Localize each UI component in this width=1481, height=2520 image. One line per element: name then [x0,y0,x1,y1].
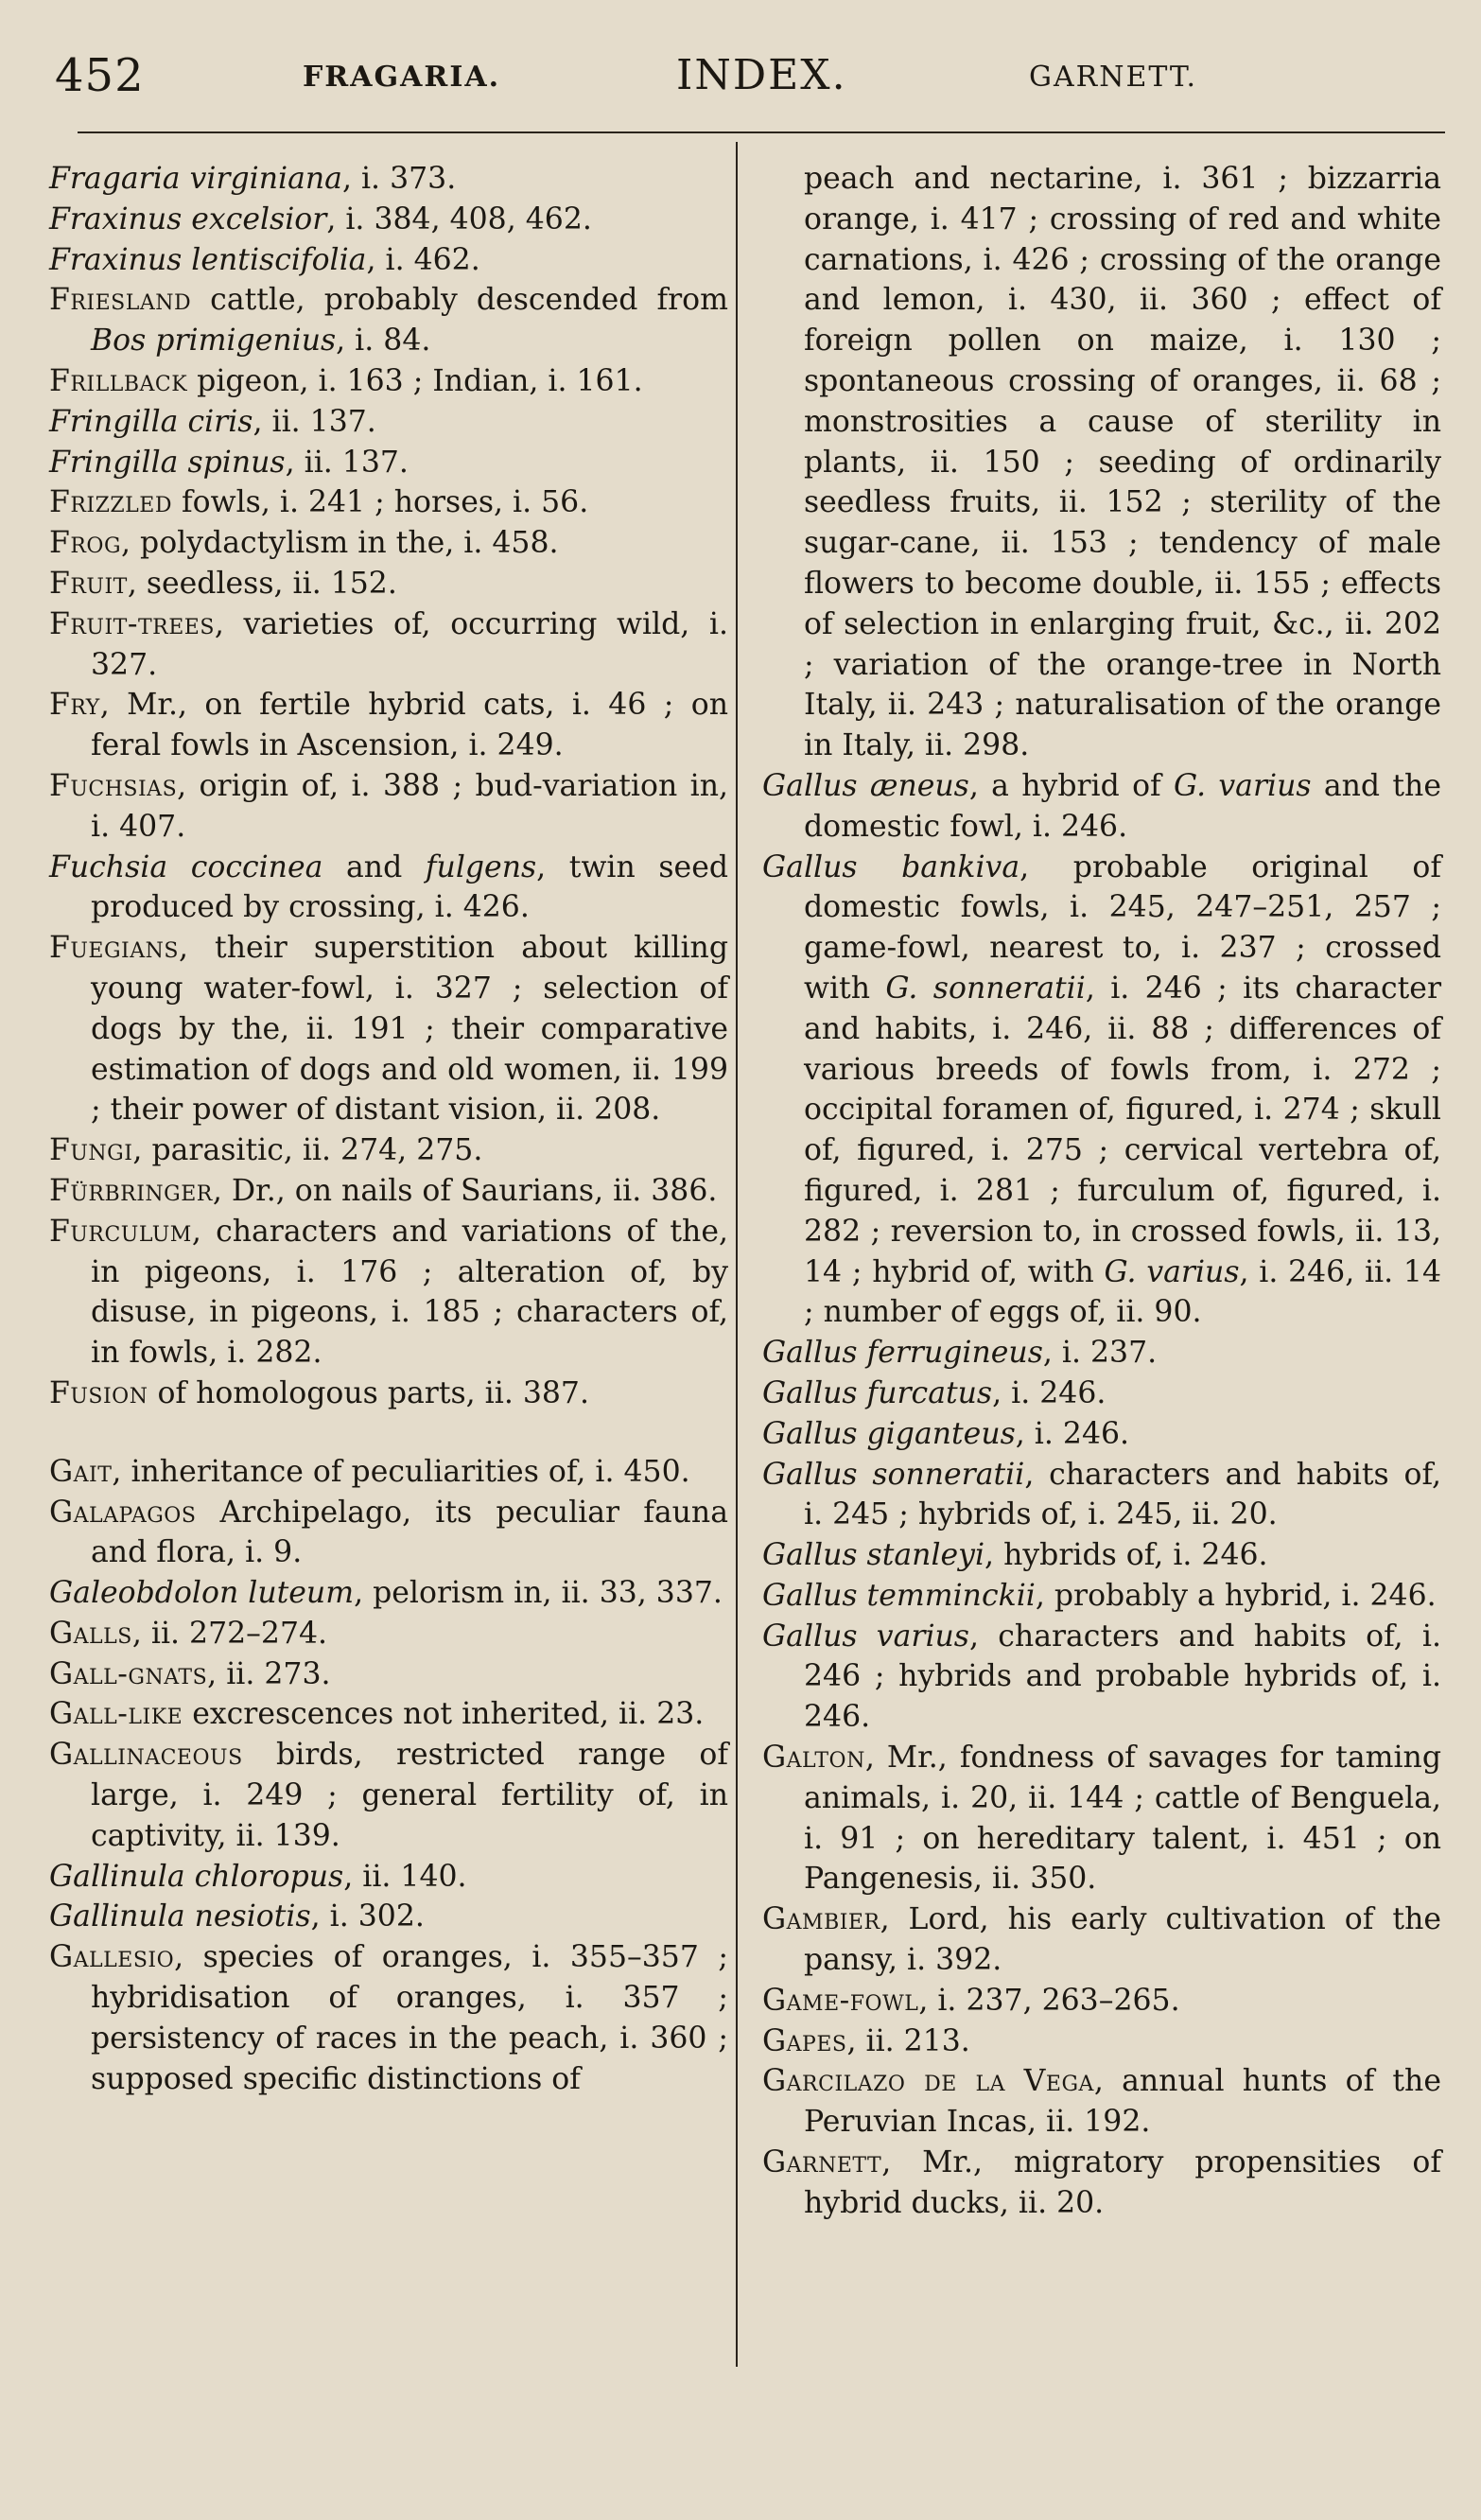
entry-heading: Fry [49,688,100,723]
entry-text: , hybrids of, i. 246. [984,1538,1268,1573]
entry-text: of homologous parts, ii. 387. [148,1375,589,1410]
entry-heading: Galapagos [49,1495,197,1530]
index-entry [762,2061,1441,2143]
index-entry [762,1414,1441,1455]
index-entry [49,1897,728,1937]
entry-text: , probable original of domestic fowls, i. 245, 247–251, 257 ; game-fowl, nearest to, i. 237 ; crossed with [804,849,1441,1006]
entry-text: Archipelago, its peculiar fauna and flora, i. 9. [91,1495,728,1570]
entry-text: , polydactylism in the, i. 458. [121,526,559,561]
entry-text: , i. 84. [336,324,431,359]
index-entry [762,766,1441,848]
entry-heading: Gapes [762,2023,847,2058]
entry-text: , a hybrid of [968,768,1175,803]
index-entry [762,1374,1441,1414]
index-entry [762,1617,1441,1738]
entry-text: , characters and variations of the, in pigeons, i. 176 ; alteration of, by disuse, in pigeons, i. 185 ; characters of, in fowls, i. 282. [91,1214,728,1371]
entry-text: and [322,849,426,884]
entry-heading: Fuegians [49,931,179,966]
entry-text: , i. 237. [1042,1336,1158,1371]
index-entry [762,1899,1441,1981]
entry-text: , pelorism in, ii. 33, 337. [354,1576,723,1611]
index-entry [49,1374,728,1414]
entry-heading: Game-fowl [762,1983,919,2018]
entry-heading: Gall-gnats [49,1656,208,1691]
index-entry [49,1654,728,1695]
index-entry [49,928,728,1130]
entry-text: , origin of, i. 388 ; bud-variation in, i. 407. [91,768,728,844]
entry-heading: Fusion [49,1375,148,1410]
entry-text: , i. 246, ii. 14 ; number of eggs of, ii. 90. [804,1254,1441,1330]
index-entry [49,1694,728,1735]
index-entry [49,200,728,240]
index-entry [49,1212,728,1374]
index-entry [49,685,728,766]
entry-heading: Fringilla ciris [49,404,253,439]
entry-heading: Galton [762,1741,865,1776]
running-head-left: FRAGARIA. [303,61,501,94]
entry-text: , i. 246 ; its character and habits, i. 246, ii. 88 ; differences of various breeds of fowls from, i. 272 ; occipital foramen of, figured, i. 274 ; skull of, figured, i. 275 ; cervical vertebra of, figured, i. 281 ; furculum of, figured, i. 282 ; reversion to, in crossed fowls, ii. 13, 14 ; hybrid of, with [804,971,1442,1289]
entry-heading: Gallus varius [762,1619,969,1654]
entry-heading: Gallus giganteus [762,1416,1016,1451]
index-entry [762,1576,1441,1617]
page-number: 452 [55,49,145,102]
index-entry [49,443,728,483]
running-head-center: INDEX. [676,51,847,99]
entry-heading: Gallus stanleyi [762,1538,985,1573]
entry-text: , ii. 140. [343,1859,467,1894]
index-entry [762,1535,1441,1576]
index-entry [49,1171,728,1212]
entry-text: excrescences not inherited, ii. 23. [183,1697,705,1732]
entry-text: birds, restricted range of large, i. 249 ; general fertility of, in captivity, ii. 139. [91,1738,728,1853]
index-entry [49,1614,728,1654]
entry-heading: Fürbringer [49,1173,213,1208]
entry-italic-term: fulgens [425,849,537,884]
entry-text: pigeon, i. 163 ; Indian, i. 161. [187,363,643,398]
entry-heading: Gallinula nesiotis [49,1899,311,1934]
entry-heading: Gallus ferrugineus [762,1336,1043,1371]
index-entry [762,1333,1441,1374]
entry-heading: Garnett [762,2145,882,2180]
entry-heading: Gallinaceous [49,1738,243,1773]
letter-section-gap [49,1414,728,1452]
entry-text: , i. 302. [310,1899,425,1934]
entry-heading: Gallinula chloropus [49,1859,344,1894]
entry-heading: Gambier [762,1902,880,1937]
index-entry [49,1452,728,1493]
entry-heading: Gait [49,1454,113,1489]
running-head-right: GARNETT. [1029,61,1198,94]
entry-text: , Lord, his early cultivation of the pansy, i. 392. [804,1902,1441,1978]
entry-heading: Furculum [49,1214,192,1249]
entry-heading: Fruit-trees [49,606,215,641]
index-entry [762,1981,1441,2021]
entry-text: , ii. 213. [846,2023,970,2058]
entry-text: , annual hunts of the Peruvian Incas, ii. 192. [804,2064,1441,2140]
entry-text: , i. 462. [366,242,480,277]
entry-text: , varieties of, occurring wild, i. 327. [91,606,728,682]
entry-text: , Mr., on fertile hybrid cats, i. 46 ; on feral fowls in Ascension, i. 249. [91,688,728,763]
index-entry [49,240,728,281]
entry-text: , Mr., fondness of savages for taming animals, i. 20, ii. 144 ; cattle of Benguela, i. 91 ; on hereditary talent, i. 451 ; on Pangenesis, ii. 350. [804,1741,1441,1897]
running-header [0,0,1481,142]
index-entry [49,1735,728,1856]
index-entry [49,1857,728,1898]
column-divider [736,142,738,2367]
entry-italic-term: G. varius [1104,1254,1240,1289]
entry-heading: Galls [49,1616,132,1651]
entry-text: , i. 246. [992,1375,1106,1410]
entry-heading: Gallus æneus [762,768,969,803]
entry-heading: Fungi [49,1133,133,1168]
entry-text: , species of oranges, i. 355–357 ; hybridisation of oranges, i. 357 ; persistency of races in the peach, i. 360 ; supposed specific distinctions of [91,1940,728,2096]
entry-text: and the domestic fowl, i. 246. [804,768,1441,844]
index-column-right [762,159,1441,2224]
entry-heading: Gallus bankiva [762,849,1020,884]
index-entry [49,159,728,200]
entry-text: , ii. 137. [253,404,376,439]
entry-heading: Fuchsias [49,768,178,803]
entry-text: , characters and habits of, i. 246 ; hybrids and probable hybrids of, i. 246. [804,1619,1441,1735]
entry-heading: Fringilla spinus [49,445,286,480]
entry-heading: Gallus temminckii [762,1578,1036,1613]
entry-text: , their superstition about killing young water-fowl, i. 327 ; selection of dogs by the, ii. 191 ; their comparative estimation of dogs and old women, ii. 199 ; their power of distant vision, ii. 208. [91,931,728,1128]
entry-text: , Dr., on nails of Saurians, ii. 386. [212,1173,718,1208]
entry-text: , inheritance of peculiarities of, i. 450. [112,1454,690,1489]
entry-heading: Frillback [49,363,188,398]
entry-text: , Mr., migratory propensities of hybrid ducks, ii. 20. [804,2145,1441,2220]
entry-heading: Fragaria virginiana [49,162,342,196]
entry-text: , twin seed produced by crossing, i. 426. [91,849,729,925]
index-entry [49,564,728,604]
entry-text: , probably a hybrid, i. 246. [1035,1578,1437,1613]
entry-heading: Gallus furcatus [762,1375,993,1410]
entry-heading: Gall-like [49,1697,183,1732]
header-rule [78,131,1445,133]
index-entry [49,361,728,402]
entry-italic-term: G. varius [1174,768,1312,803]
index-entry [49,604,728,686]
entry-heading: Friesland [49,283,192,318]
entry-heading: Gallesio [49,1940,175,1975]
index-entry [762,2021,1441,2062]
entry-heading: Galeobdolon luteum [49,1576,355,1611]
entry-italic-term: G. sonneratii [885,971,1086,1006]
index-entry [49,1493,728,1574]
index-entry [762,848,1441,1334]
index-entry [49,482,728,523]
entry-italic-term: Bos primigenius [91,324,337,359]
entry-text: cattle, probably descended from [191,283,728,318]
index-entry [49,1130,728,1171]
index-entry [762,1455,1441,1536]
entry-text: , ii. 137. [285,445,409,480]
index-entry [49,848,728,929]
entry-text: , i. 237, 263–265. [918,1983,1180,2018]
entry-heading: Frizzled [49,485,172,520]
index-entry [49,1573,728,1614]
entry-text: , seedless, ii. 152. [127,566,397,601]
index-entry [49,402,728,443]
entry-text: , i. 373. [341,162,457,196]
index-entry [49,766,728,848]
entry-text: fowls, i. 241 ; horses, i. 56. [172,485,589,520]
entry-text: , i. 246. [1015,1416,1130,1451]
entry-text: , characters and habits of, i. 245 ; hybrids of, i. 245, ii. 20. [804,1457,1441,1532]
entry-heading: Frog [49,526,122,561]
entry-heading: Fruit [49,566,128,601]
index-entry-continued [762,159,1441,766]
index-entry [762,2143,1441,2224]
entry-text: , ii. 272–274. [131,1616,328,1651]
entry-text: , i. 384, 408, 462. [326,201,592,236]
index-column-left [49,159,728,2099]
entry-heading: Fuchsia coccinea [49,849,323,884]
entry-heading: Fraxinus lentiscifolia [49,242,367,277]
index-entry [49,523,728,564]
index-entry [49,1937,728,2099]
entry-heading: Gallus sonneratii [762,1457,1025,1492]
entry-text: , parasitic, ii. 274, 275. [132,1133,483,1168]
entry-heading: Garcilazo de la Vega [762,2064,1094,2099]
entry-text: peach and nectarine, i. 361 ; bizzarria orange, i. 417 ; crossing of red and white carnations, i. 426 ; crossing of the orange and lemon, i. 430, ii. 360 ; effect of foreign pollen on maize, i. 130 ; spontaneous crossing of oranges, ii. 68 ; monstrosities a cause of sterility in plants, ii. 150 ; seeding of ordinarily seedless fruits, ii. 152 ; sterility of the sugar-cane, ii. 153 ; tendency of male flowers to become double, ii. 155 ; effects of selection in enlarging fruit, &c., ii. 202 ; variation of the orange-tree in North Italy, ii. 243 ; naturalisation of the orange in Italy, ii. 298. [804,162,1441,763]
index-entry [762,1738,1441,1899]
index-entry [49,280,728,361]
entry-text: , ii. 273. [207,1656,331,1691]
entry-heading: Fraxinus excelsior [49,201,327,236]
